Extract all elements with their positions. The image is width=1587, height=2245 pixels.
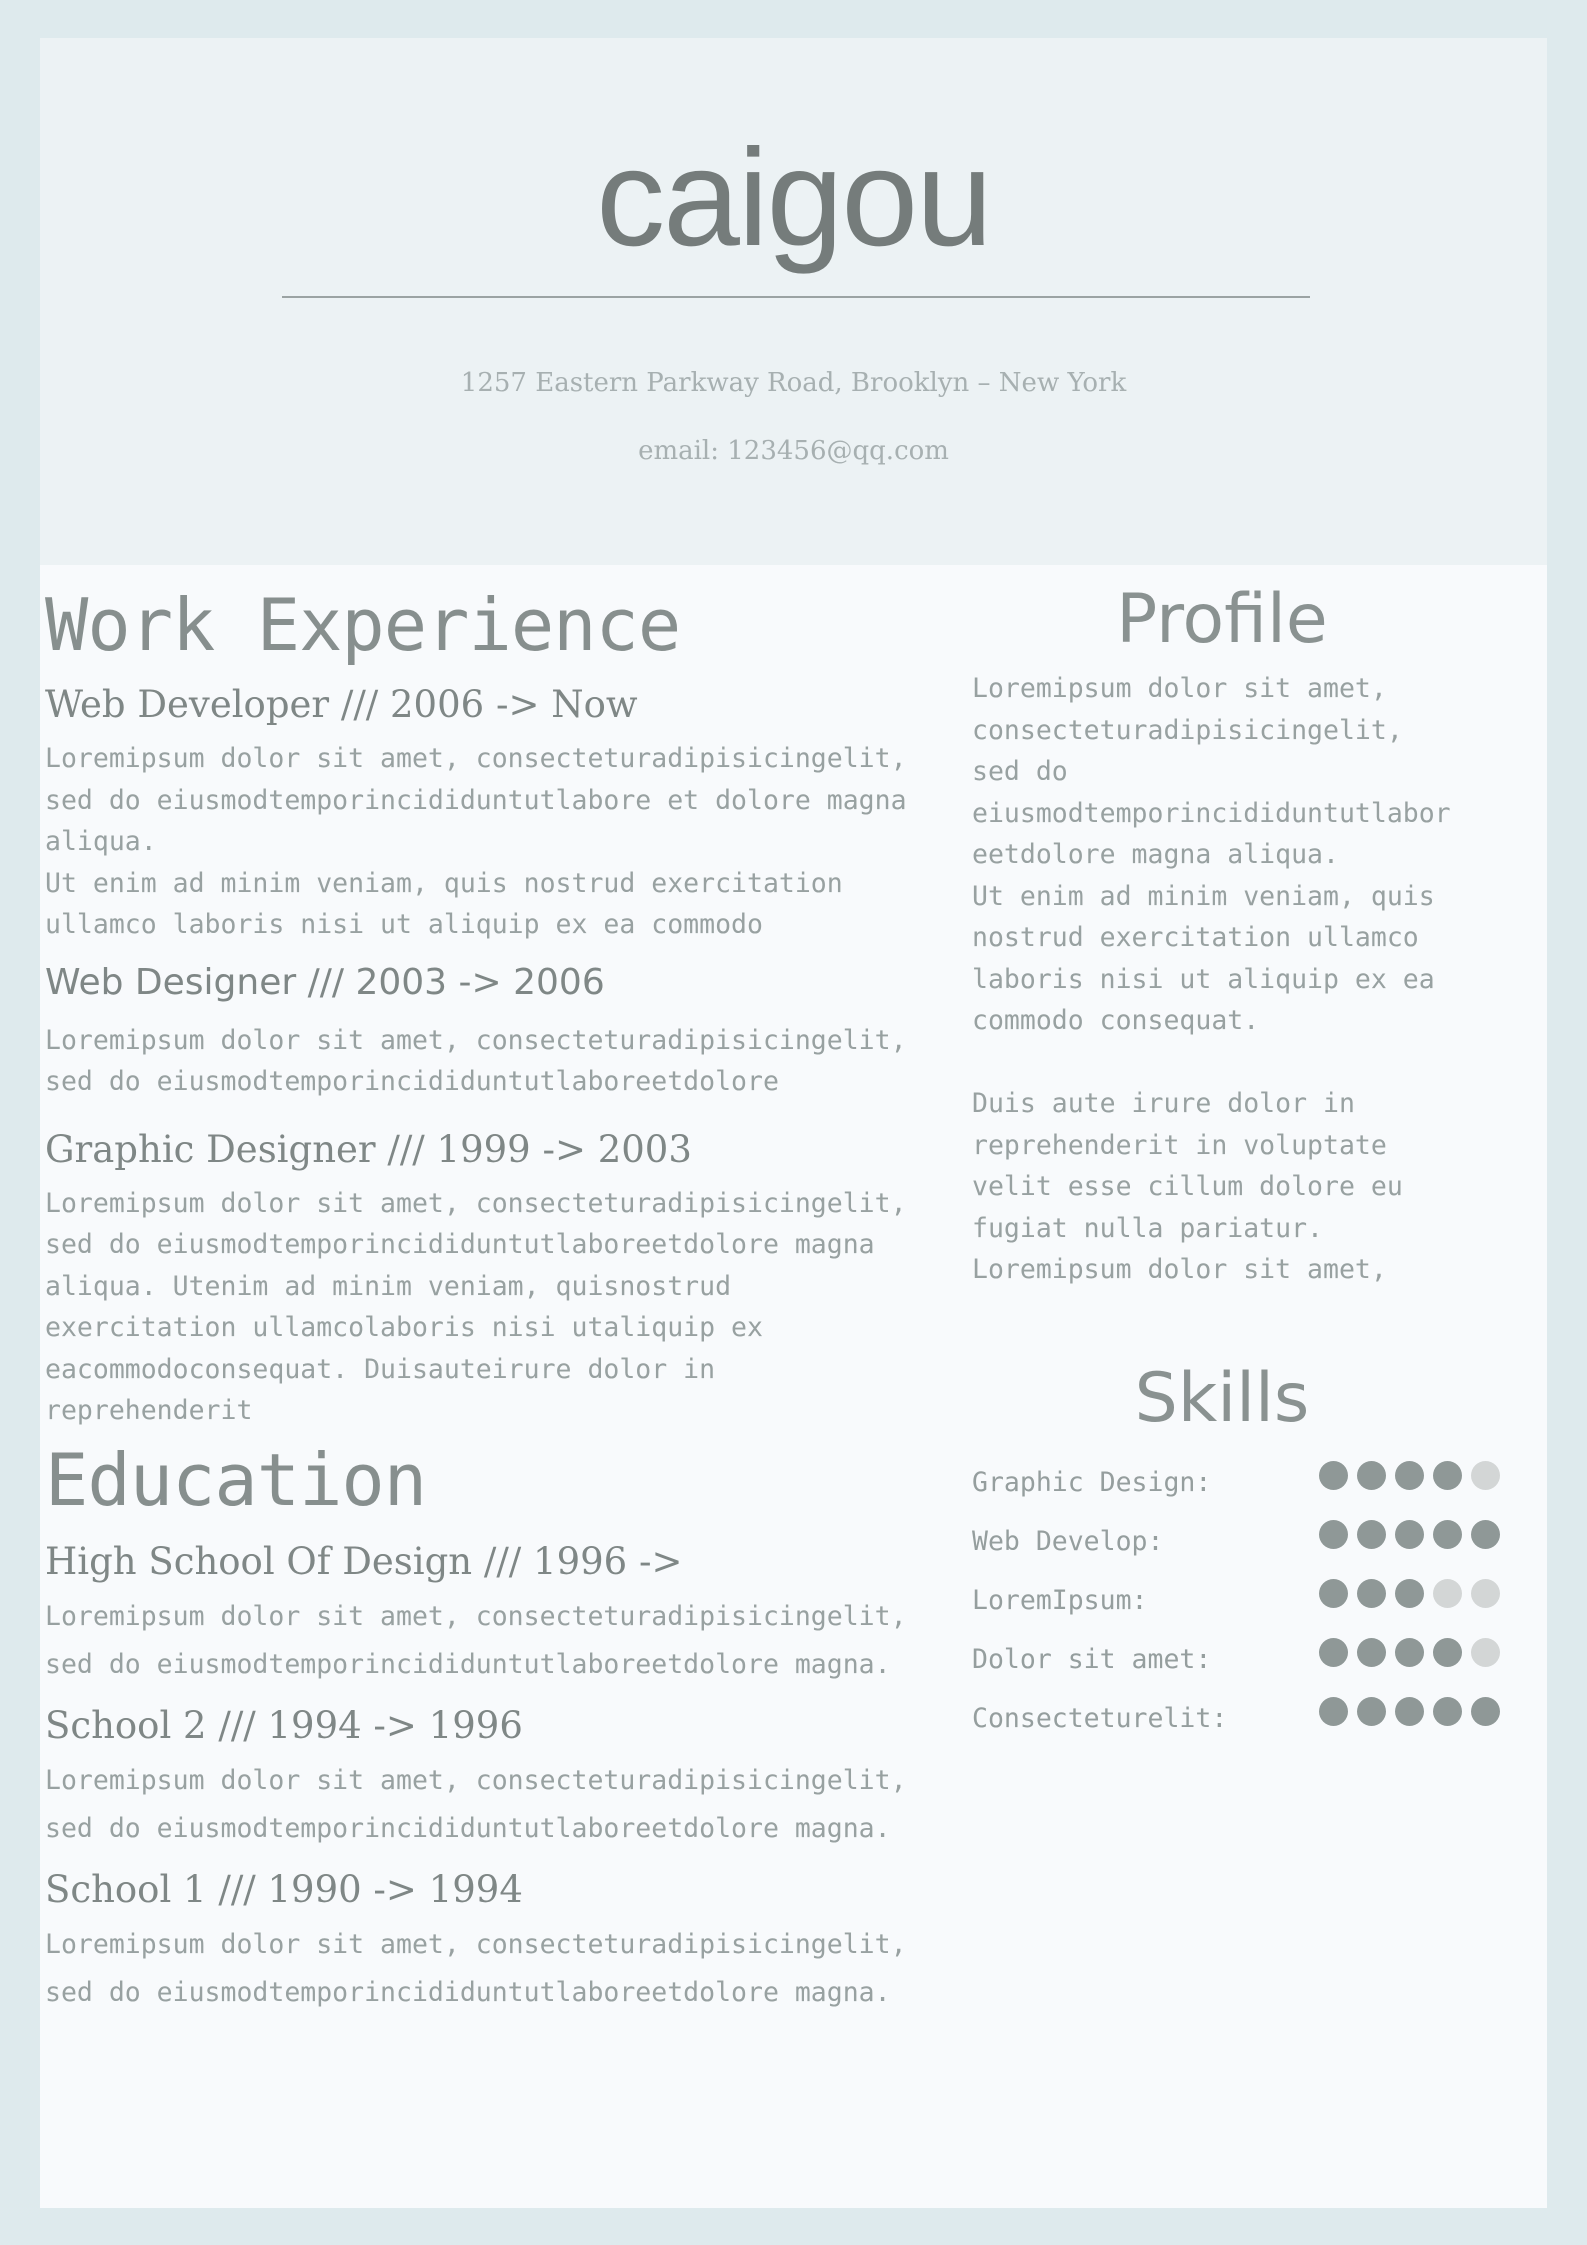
- skill-row: [972, 1579, 1472, 1638]
- education-description: Loremipsum dolor sit amet, consecteturadipisicingelit, sed do eiusmodtemporincididuntutlaboreetdolore magna.: [45, 1764, 907, 1844]
- rating-dot-filled: [1471, 1520, 1500, 1549]
- rating-dot-filled: [1319, 1697, 1348, 1726]
- skill-label: Web Develop:: [972, 1525, 1164, 1557]
- rating-dot-filled: [1395, 1579, 1424, 1608]
- skill-row: [972, 1697, 1472, 1756]
- rating-dot-filled: [1433, 1697, 1462, 1726]
- job-description: Loremipsum dolor sit amet, consecteturadipisicingelit, sed do eiusmodtemporincididuntutlaboreetdolore: [45, 1024, 907, 1097]
- rating-dot-empty: [1471, 1461, 1500, 1490]
- skills-list: [972, 1461, 1472, 1756]
- skill-label: Graphic Design:: [972, 1466, 1212, 1498]
- education-entry: [45, 1537, 925, 1689]
- education-description: Loremipsum dolor sit amet, consecteturadipisicingelit, sed do eiusmodtemporincididuntutlaboreetdolore magna.: [45, 1928, 907, 2008]
- education-title: Education: [45, 1437, 427, 1522]
- skills-title: Skills: [1134, 1358, 1310, 1438]
- rating-dot-filled: [1357, 1697, 1386, 1726]
- rating-dot-filled: [1471, 1697, 1500, 1726]
- header-divider: [282, 296, 1310, 298]
- job-entry: [45, 680, 925, 946]
- rating-dot-empty: [1471, 1579, 1500, 1608]
- work-experience-title: Work Experience: [45, 583, 681, 667]
- skill-rating: [1319, 1520, 1500, 1549]
- job-title: Web Developer /// 2006 -> Now: [45, 683, 638, 726]
- education-description: Loremipsum dolor sit amet, consecteturadipisicingelit, sed do eiusmodtemporincididuntutlaboreetdolore magna.: [45, 1600, 907, 1680]
- skill-label: Dolor sit amet:: [972, 1643, 1212, 1675]
- skill-rating: [1319, 1697, 1500, 1726]
- rating-dot-filled: [1395, 1638, 1424, 1667]
- email-text: email: 123456@qq.com: [638, 436, 949, 466]
- job-description: Loremipsum dolor sit amet, consecteturadipisicingelit, sed do eiusmodtemporincididuntutlabore et dolore magna aliqua. Ut enim ad minim veniam, quis nostrud exercitation ullamco laboris nisi ut aliquip ex ea commodo: [45, 743, 907, 940]
- skill-rating: [1319, 1579, 1500, 1608]
- skill-row: [972, 1461, 1472, 1520]
- job-description: Loremipsum dolor sit amet, consecteturadipisicingelit, sed do eiusmodtemporincididuntutlaboreetdolore magna aliqua. Utenim ad minim veniam, quisnostrud exercitation ullamcolaboris nisi utaliquip ex eacommodoconsequat. Duisauteirure dolor in reprehenderit: [45, 1187, 907, 1426]
- education-title-line: High School Of Design /// 1996 ->: [45, 1539, 683, 1583]
- resume-header: [40, 38, 1547, 565]
- job-description-clip: [45, 1183, 925, 1426]
- profile-text: Loremipsum dolor sit amet, consecteturadipisicingelit, sed do eiusmodtemporincididuntutlabor eetdolore magna aliqua. Ut enim ad minim veniam, quis nostrud exercitation ullamco laboris nisi ut aliquip ex ea commodo consequat. Duis aute irure dolor in reprehenderit in voluptate velit esse cillum dolore eu fugiat nulla pariatur. Loremipsum dolor sit amet,: [972, 673, 1451, 1285]
- education-entry: [45, 1701, 925, 1853]
- skill-label: Consecteturelit:: [972, 1702, 1228, 1734]
- skill-row: [972, 1638, 1472, 1697]
- address-text: 1257 Eastern Parkway Road, Brooklyn – New York: [460, 368, 1127, 398]
- candidate-name: caigou: [596, 121, 991, 275]
- right-column: [972, 580, 1472, 1756]
- education-title-line: School 1 /// 1990 -> 1994: [45, 1867, 523, 1911]
- rating-dot-filled: [1433, 1461, 1462, 1490]
- rating-dot-filled: [1357, 1638, 1386, 1667]
- rating-dot-filled: [1357, 1520, 1386, 1549]
- rating-dot-filled: [1319, 1461, 1348, 1490]
- rating-dot-empty: [1471, 1638, 1500, 1667]
- rating-dot-filled: [1433, 1638, 1462, 1667]
- rating-dot-filled: [1395, 1461, 1424, 1490]
- education-title-line: School 2 /// 1994 -> 1996: [45, 1703, 523, 1747]
- rating-dot-filled: [1433, 1520, 1462, 1549]
- job-entry: [45, 1125, 925, 1426]
- rating-dot-empty: [1433, 1579, 1462, 1608]
- skill-rating: [1319, 1461, 1500, 1490]
- profile-title: Profile: [1116, 580, 1328, 659]
- job-entry: [45, 958, 925, 1103]
- rating-dot-filled: [1395, 1697, 1424, 1726]
- education-entry: [45, 1865, 925, 2017]
- job-title: Graphic Designer /// 1999 -> 2003: [45, 1127, 692, 1171]
- rating-dot-filled: [1357, 1461, 1386, 1490]
- skill-label: LoremIpsum:: [972, 1584, 1148, 1616]
- rating-dot-filled: [1395, 1520, 1424, 1549]
- rating-dot-filled: [1319, 1579, 1348, 1608]
- job-title: Web Designer /// 2003 -> 2006: [45, 961, 605, 1003]
- rating-dot-filled: [1319, 1638, 1348, 1667]
- skill-row: [972, 1520, 1472, 1579]
- left-column: [45, 580, 925, 2017]
- rating-dot-filled: [1357, 1579, 1386, 1608]
- rating-dot-filled: [1319, 1520, 1348, 1549]
- skill-rating: [1319, 1638, 1500, 1667]
